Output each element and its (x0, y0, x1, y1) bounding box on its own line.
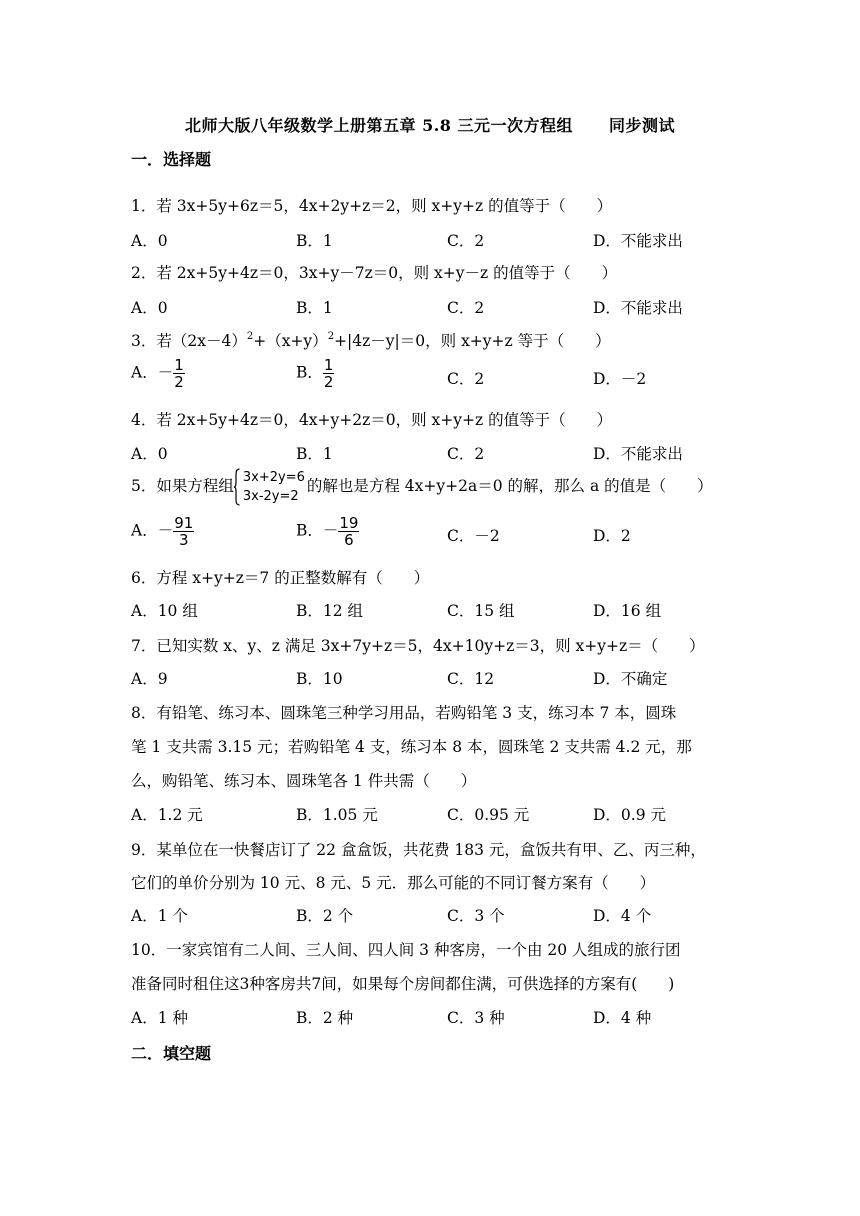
q5-option-a-fraction (173, 515, 194, 548)
question-6: 6．方程 x+y+z＝7 的正整数解有（ ） (131, 569, 430, 587)
q8-option-d: D．0.9 元 (593, 806, 667, 824)
q5-b-denominator: 6 (344, 531, 354, 549)
q5-b-numerator: 19 (339, 514, 359, 532)
q5-option-a-label: A．－ (131, 521, 174, 540)
q1-option-d: D．不能求出 (593, 232, 683, 250)
q9-option-b: B．2 个 (296, 907, 354, 925)
q3-b-denominator: 2 (323, 373, 334, 391)
q3-option-a-label: A．－ (131, 363, 174, 382)
q5-equation-1: 3x+2y=6 (242, 470, 305, 485)
q2-option-d: D．不能求出 (593, 299, 683, 317)
q5-option-a (131, 515, 194, 548)
q3-a-numerator: 1 (174, 356, 184, 374)
q3-a-denominator: 2 (174, 373, 184, 391)
question-5 (131, 468, 713, 506)
q5-option-b-fraction (338, 515, 359, 548)
q7-option-d: D．不确定 (593, 670, 668, 688)
q2-option-b: B．1 (296, 299, 333, 317)
q3-option-a-fraction (173, 357, 185, 390)
q3-option-d: D．－2 (593, 370, 647, 388)
q1-option-c: C．2 (447, 232, 485, 250)
brace-icon (234, 468, 240, 506)
q10-option-a: A．1 种 (131, 1009, 188, 1027)
question-7: 7．已知实数 x、y、z 满足 3x+7y+z＝5，4x+10y+z＝3，则 x+y+z＝（ ） (131, 637, 705, 655)
q3-option-b-fraction (323, 357, 335, 390)
q3-exponent-1: 2 (246, 331, 254, 342)
q10-option-b: B．2 种 (296, 1009, 354, 1027)
question-8-line-3: 么，购铅笔、练习本、圆珠笔各 1 件共需（ ） (131, 772, 477, 790)
q5-text-pre: 5．如果方程组 (131, 477, 234, 495)
q9-option-c: C．3 个 (447, 907, 505, 925)
q3-text-post: +|4z－y|＝0，则 x+y+z 等于（ ） (334, 332, 611, 350)
question-8-line-2: 笔 1 支共需 3.15 元；若购铅笔 4 支，练习本 8 本，圆珠笔 2 支共需 4.2 元，那 (131, 738, 692, 756)
q4-option-c: C．2 (447, 445, 485, 463)
section-heading-fill: 二．填空题 (131, 1044, 212, 1063)
q8-option-b: B．1.05 元 (296, 806, 378, 824)
q2-option-a: A．0 (131, 299, 168, 317)
q5-option-d: D．2 (593, 527, 631, 545)
q3-text-pre: 3．若（2x－4） (131, 332, 247, 350)
q9-option-d: D．4 个 (593, 907, 652, 925)
q5-option-c: C．－2 (447, 527, 500, 545)
question-9-line-2: 它们的单价分别为 10 元、8 元、5 元．那么可能的不同订餐方案有（ ） (131, 874, 656, 892)
q3-option-a (131, 357, 185, 390)
q1-option-b: B．1 (296, 232, 333, 250)
question-9-line-1: 9．某单位在一快餐店订了 22 盒盒饭，共花费 183 元，盒饭共有甲、乙、丙三种， (131, 841, 706, 859)
question-2: 2．若 2x+5y+4z＝0，3x+y－7z＝0，则 x+y－z 的值等于（ ） (131, 264, 618, 282)
title-sub: 同步测试 (608, 116, 675, 135)
section-heading-choice: 一．选择题 (131, 150, 212, 169)
q5-equation-2: 3x-2y=2 (242, 489, 299, 504)
q8-option-a: A．1.2 元 (131, 806, 203, 824)
q7-option-c: C．12 (447, 670, 495, 688)
question-1: 1．若 3x+5y+6z＝5，4x+2y+z＝2，则 x+y+z 的值等于（ ） (131, 197, 613, 215)
q4-option-d: D．不能求出 (593, 445, 683, 463)
question-4: 4．若 2x+5y+4z＝0，4x+y+2z＝0，则 x+y+z 的值等于（ ） (131, 411, 613, 429)
question-3 (131, 329, 611, 351)
q5-option-b (296, 515, 359, 548)
q9-option-a: A．1 个 (131, 907, 188, 925)
q3-b-numerator: 1 (323, 356, 334, 374)
q3-exponent-2: 2 (327, 331, 335, 342)
q6-option-a: A．10 组 (131, 602, 198, 620)
q2-option-c: C．2 (447, 299, 485, 317)
q8-option-c: C．0.95 元 (447, 806, 530, 824)
q6-option-b: B．12 组 (296, 602, 364, 620)
q4-option-a: A．0 (131, 445, 168, 463)
q4-option-b: B．1 (296, 445, 333, 463)
q6-option-c: C．15 组 (447, 602, 515, 620)
q3-option-c: C．2 (447, 370, 485, 388)
page-title (0, 113, 860, 136)
question-10-line-1: 10．一家宾馆有二人间、三人间、四人间 3 种客房，一个由 20 人组成的旅行团 (131, 941, 681, 959)
question-10-line-2: 准备同时租住这3种客房共7间，如果每个房间都住满，可供选择的方案有( ) (131, 975, 675, 993)
q3-text-mid: +（x+y） (253, 332, 328, 350)
q5-text-post: 的解也是方程 4x+y+2a＝0 的解，那么 a 的值是（ ） (306, 477, 713, 495)
q5-equation-system (234, 468, 305, 506)
q3-option-b-label: B． (296, 363, 323, 382)
q1-option-a: A．0 (131, 232, 168, 250)
question-8-line-1: 8．有铅笔、练习本、圆珠笔三种学习用品，若购铅笔 3 支，练习本 7 本，圆珠 (131, 704, 677, 722)
q5-a-numerator: 91 (174, 514, 194, 532)
q7-option-a: A．9 (131, 670, 168, 688)
q6-option-d: D．16 组 (593, 602, 662, 620)
q5-a-denominator: 3 (178, 531, 189, 549)
q5-option-b-label: B．－ (296, 521, 339, 540)
q10-option-c: C．3 种 (447, 1009, 505, 1027)
q7-option-b: B．10 (296, 670, 343, 688)
q10-option-d: D．4 种 (593, 1009, 652, 1027)
q3-option-b (296, 357, 334, 390)
title-main: 北师大版八年级数学上册第五章 5.8 三元一次方程组 (185, 116, 573, 135)
